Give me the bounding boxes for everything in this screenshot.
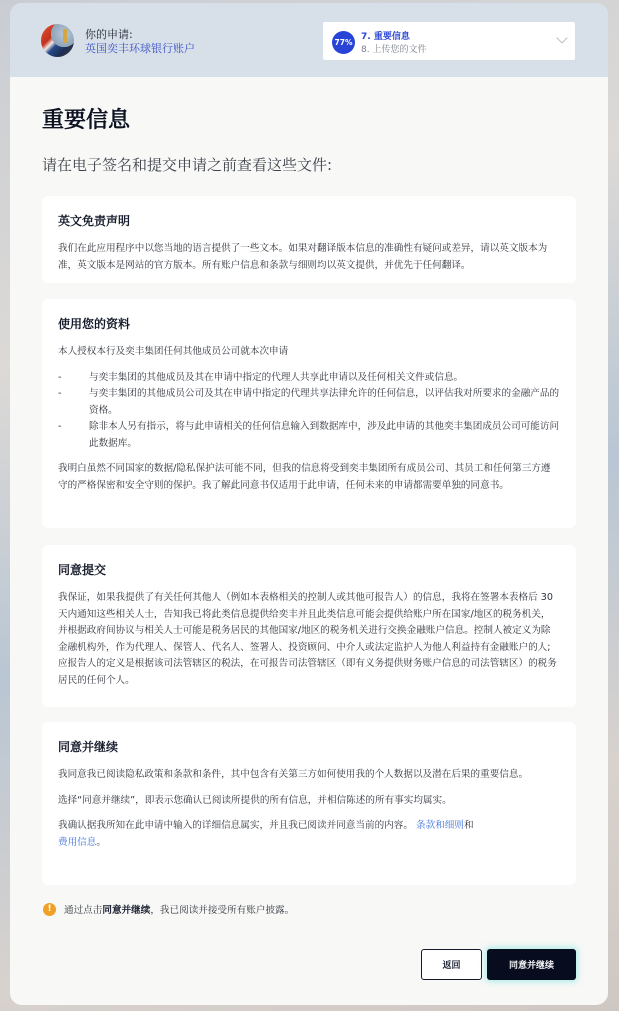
next-step: 8. 上传您的文件: [361, 45, 427, 55]
card-intro: 本人授权本行及奕丰集团任何其他成员公司就本次申请: [58, 346, 289, 357]
card-english-disclaimer: [42, 196, 576, 283]
fees-link[interactable]: 费用信息: [58, 836, 97, 848]
agree-continue-button[interactable]: 同意并继续: [487, 949, 576, 980]
application-avatar: [41, 24, 74, 57]
card-title: 使用您的资料: [58, 317, 131, 331]
card-agree-continue: [42, 722, 576, 885]
card-text: 我们在此应用程序中以您当地的语言提供了一些文本。如果对翻译版本信息的准确性有疑问或差异，请以英文版本为准，英文版本是网站的官方版本。所有账户信息和条款与细则均以英文提供，并优先于任何翻译。: [58, 243, 548, 271]
chevron-down-icon[interactable]: [556, 32, 567, 43]
list-item: - 与奕丰集团的其他成员及其在申请中指定的代理人共享此申请以及任何相关文件或信息。: [58, 371, 464, 383]
application-name: 英国奕丰环球银行账户: [85, 42, 195, 55]
card-closing: 我明白虽然不同国家的数据/隐私保护法可能不同，但我的信息将受到奕丰集团所有成员公司、其员工和任何第三方遵守的严格保密和安全守则的保护。我了解此同意书仅适用于此申请，任何未来的申请都需要单独的同意书。: [58, 463, 551, 491]
list-item: - 除非本人另有指示，将与此申请相关的任何信息输入到数据库中，涉及此申请的其他奕丰集团成员公司可能访问此数据库。: [58, 421, 560, 449]
warning-icon: !: [43, 903, 56, 916]
notice-text: 通过点击同意并继续，我已阅读并接受所有账户披露。: [64, 905, 295, 916]
progress-dropdown[interactable]: [323, 22, 575, 60]
page-title: 重要信息: [42, 108, 131, 133]
card-title: 同意并继续: [58, 740, 119, 754]
progress-percent-badge: 77%: [332, 31, 355, 54]
card-title: 英文免责声明: [58, 214, 131, 228]
card-text: 我同意我已阅读隐私政策和条款和条件，其中包含有关第三方如何使用我的个人数据以及潜在后果的重要信息。: [58, 769, 529, 780]
card-title: 同意提交: [58, 563, 107, 577]
card-consent-submission: [42, 545, 576, 707]
bullet-list: [58, 370, 560, 453]
card-text: 我保证，如果我提供了有关任何其他人（例如本表格相关的控制人或其他可报告人）的信息，我将在签署本表格后 30 天内通知这些相关人士，告知我已将此类信息提供给奕丰并且此类信息可能会提供给账户所在国家/地区的税务机关，并根据政府间协议与相关人士可能是税务居民的其他国家/地区的税务机关进行交换金融账户信息。控制人被定义为除金融机构外，作为代理人、保管人、代名人、签署人、投资顾问、中介人或法定监护人为他人利益持有金融账户的人;应报告人的定义是根据该司法管辖区的税法，在可报告司法管辖区（即有义务提供财务账户信息的司法管辖区）的税务居民的任何个人。: [58, 592, 557, 686]
terms-link[interactable]: 条款和细则: [416, 820, 464, 831]
current-step: 7. 重要信息: [361, 32, 410, 42]
application-window: [10, 3, 608, 1005]
card-use-your-data: [42, 299, 576, 528]
disclosure-notice: [43, 902, 294, 916]
application-label: 你的申请:: [85, 28, 133, 41]
page-subtitle: 请在电子签名和提交申请之前查看这些文件:: [42, 156, 333, 174]
card-final-text: 我确认据我所知在此申请中输入的详细信息属实，并且我已阅读并同意当前的内容。 条款和细则和 费用信息。: [58, 820, 474, 848]
list-item: - 与奕丰集团的其他成员公司及其在申请中指定的代理共享法律允许的任何信息，以评估我对所要求的金融产品的资格。: [58, 388, 560, 416]
back-button[interactable]: 返回: [421, 949, 482, 980]
card-text: 选择“同意并继续”，即表示您确认已阅读所提供的所有信息，并相信陈述的所有事实均属实。: [58, 794, 452, 806]
application-header: [10, 3, 608, 77]
